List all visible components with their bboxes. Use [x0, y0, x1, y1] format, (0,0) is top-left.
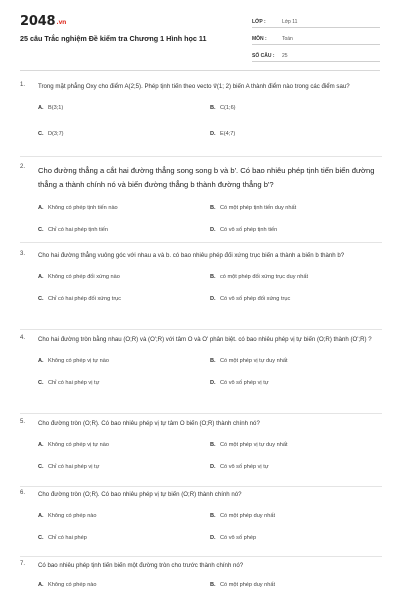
option-d[interactable]: D. Có vô số phép tịnh tiến: [210, 227, 278, 233]
logo-suffix: .vn: [56, 19, 67, 26]
meta-value: Lớp 11: [282, 19, 298, 25]
question-divider: [20, 242, 382, 243]
option-c[interactable]: C. Chỉ có hai phép đối xứng trục: [38, 296, 122, 302]
question-1: [20, 82, 382, 142]
option-d[interactable]: D. Có vô số phép đối xứng trục: [210, 296, 291, 302]
question-7: [20, 561, 382, 593]
question-text: Cho đường tròn (O;R). Có bao nhiêu phép vị tự biến (O;R) thành chính nó?: [38, 491, 242, 498]
question-number: 2.: [20, 164, 26, 170]
meta-value: Toán: [282, 36, 293, 42]
question-3: [20, 251, 382, 307]
option-b[interactable]: B. Có một phép vị tự duy nhất: [210, 442, 288, 448]
question-4: [20, 335, 382, 391]
question-text: Cho đường thẳng a cắt hai đường thẳng song song b và b'. Có bao nhiêu phép tịnh tiến biến đường thẳng a thành chính nó và biến đường thẳng b thành đường thẳng b'?: [38, 166, 375, 189]
meta-label: MÔN :: [252, 36, 267, 42]
page-header: [0, 0, 400, 62]
question-text: Cho hai đường tròn bằng nhau (O;R) và (O';R) với tâm O và O' phân biệt. có bao nhiêu phép vị tự biến (O;R) thành (O';R) ?: [38, 336, 372, 343]
question-number: 6.: [20, 490, 26, 496]
option-d[interactable]: D. Có vô số phép vị tự: [210, 464, 269, 470]
option-b[interactable]: B. Có một phép duy nhất: [210, 513, 276, 519]
option-a[interactable]: A. Không có phép vị tự nào: [38, 358, 109, 364]
option-a[interactable]: A. Không có phép tịnh tiến nào: [38, 205, 118, 211]
option-a[interactable]: A. B(3;1): [38, 105, 64, 111]
meta-label: LỚP :: [252, 19, 266, 25]
option-a[interactable]: A. Không có phép nào: [38, 513, 97, 519]
option-b[interactable]: B. Có một phép tịnh tiến duy nhất: [210, 205, 297, 211]
option-c[interactable]: C. Chỉ có hai phép vị tự: [38, 464, 100, 470]
question-number: 5.: [20, 419, 26, 425]
logo-main: 2048: [20, 14, 56, 29]
option-d[interactable]: D. Có vô số phép: [210, 535, 257, 541]
question-text: Có bao nhiêu phép tịnh tiến biến một đường tròn cho trước thành chính nó?: [38, 562, 244, 569]
option-b[interactable]: B. Có một phép duy nhất: [210, 582, 276, 588]
option-d[interactable]: D. Có vô số phép vị tự: [210, 380, 269, 386]
option-b[interactable]: B. có một phép đối xứng trục duy nhất: [210, 274, 309, 280]
question-number: 3.: [20, 251, 26, 257]
option-b[interactable]: B. Có một phép vị tự duy nhất: [210, 358, 288, 364]
question-text: Cho hai đường thẳng vuông góc với nhau a và b. có bao nhiêu phép đối xứng trục biến a thành a biến b thành b?: [38, 252, 345, 259]
option-b[interactable]: B. C(1;6): [210, 105, 236, 111]
option-c[interactable]: C. Chỉ có hai phép vị tự: [38, 380, 100, 386]
question-divider: [20, 156, 382, 157]
meta-row-class: [252, 14, 380, 28]
meta-row-count: [252, 48, 380, 62]
question-5: [20, 419, 382, 475]
question-6: [20, 490, 382, 546]
question-text: Cho đường tròn (O;R). Có bao nhiêu phép vị tự tâm O biến (O;R) thành chính nó?: [38, 420, 260, 427]
option-a[interactable]: A. Không có phép vị tự nào: [38, 442, 109, 448]
meta-value: 25: [282, 53, 288, 59]
site-logo[interactable]: [20, 14, 66, 29]
option-a[interactable]: A. Không có phép nào: [38, 582, 97, 588]
question-divider: [20, 329, 382, 330]
meta-info: [252, 14, 380, 65]
question-divider: [20, 413, 382, 414]
header-divider: [20, 70, 380, 71]
question-divider: [20, 486, 382, 487]
option-d[interactable]: D. E(4;7): [210, 131, 236, 137]
option-c[interactable]: C. Chỉ có hai phép: [38, 535, 87, 541]
question-number: 7.: [20, 561, 26, 567]
meta-row-subject: [252, 31, 380, 45]
option-a[interactable]: A. Không có phép đối xứng nào: [38, 274, 120, 280]
question-number: 4.: [20, 335, 26, 341]
meta-label: SỐ CÂU :: [252, 53, 275, 59]
page-title: 25 câu Trắc nghiệm Đề kiểm tra Chương 1 Hình học 11: [20, 34, 207, 43]
question-divider: [20, 556, 382, 557]
question-text: Trong mặt phẳng Oxy cho điểm A(2;5). Phép tịnh tiến theo vecto v⃗(1; 2) biến A thành điểm nào trong các điểm sau?: [38, 83, 350, 90]
option-c[interactable]: C. Chỉ có hai phép tịnh tiến: [38, 227, 109, 233]
option-c[interactable]: C. D(3;7): [38, 131, 64, 137]
question-2: [20, 164, 382, 238]
question-number: 1.: [20, 82, 26, 88]
